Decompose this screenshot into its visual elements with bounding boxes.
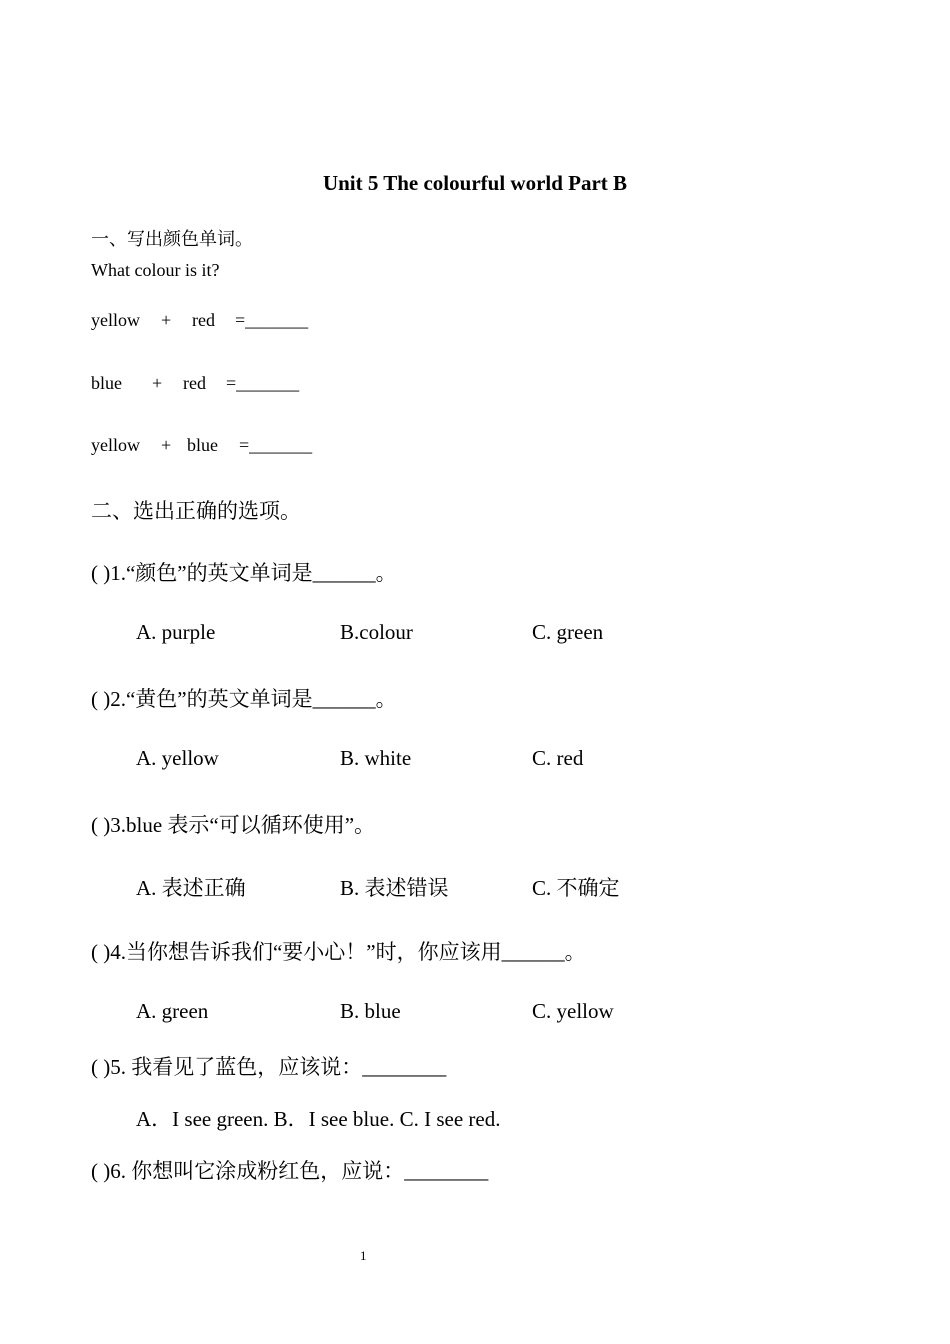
equation-3-plus: + — [161, 435, 172, 455]
question-4-stem: ( )4.当你想告诉我们“要小心！”时，你应该用______。 — [91, 940, 586, 964]
equation-1-term-a: yellow — [91, 310, 140, 330]
question-2-stem: ( )2.“黄色”的英文单词是______。 — [91, 687, 397, 711]
question-4-option-c: C. yellow — [532, 999, 614, 1023]
equation-3-term-b: blue — [187, 435, 218, 455]
question-4-option-b: B. blue — [340, 999, 401, 1023]
question-1-option-b: B.colour — [340, 620, 413, 644]
equation-2-term-a: blue — [91, 373, 122, 393]
question-1-option-a: A. purple — [136, 620, 216, 644]
section1-heading: 一、写出颜色单词。 — [91, 229, 253, 249]
question-3-option-a: A. 表述正确 — [136, 876, 246, 900]
section1-prompt: What colour is it? — [91, 260, 220, 280]
equation-2-blank: =_______ — [226, 373, 300, 393]
section2-heading: 二、选出正确的选项。 — [91, 499, 301, 523]
question-1-option-c: C. green — [532, 620, 604, 644]
equation-1-term-b: red — [192, 310, 215, 330]
equation-1-plus: + — [161, 310, 172, 330]
question-3-stem: ( )3.blue 表示“可以循环使用”。 — [91, 813, 376, 837]
question-4-option-a: A. green — [136, 999, 209, 1023]
question-3-option-b: B. 表述错误 — [340, 876, 449, 900]
question-2-option-c: C. red — [532, 746, 584, 770]
question-3-option-c: C. 不确定 — [532, 876, 620, 900]
question-6-stem: ( )6. 你想叫它涂成粉红色，应说：________ — [91, 1159, 489, 1183]
page-number: 1 — [360, 1248, 367, 1263]
question-1-stem: ( )1.“颜色”的英文单词是______。 — [91, 561, 397, 585]
equation-3-blank: =_______ — [239, 435, 313, 455]
question-5-stem: ( )5. 我看见了蓝色，应该说：________ — [91, 1055, 447, 1079]
equation-2-plus: + — [152, 373, 163, 393]
question-2-option-a: A. yellow — [136, 746, 219, 770]
page-title: Unit 5 The colourful world Part B — [322, 171, 628, 195]
question-2-option-b: B. white — [340, 746, 412, 770]
equation-1-blank: =_______ — [235, 310, 309, 330]
equation-2-term-b: red — [183, 373, 206, 393]
equation-3-term-a: yellow — [91, 435, 140, 455]
question-5-options: A．I see green. B．I see blue. C. I see red. — [136, 1107, 501, 1131]
